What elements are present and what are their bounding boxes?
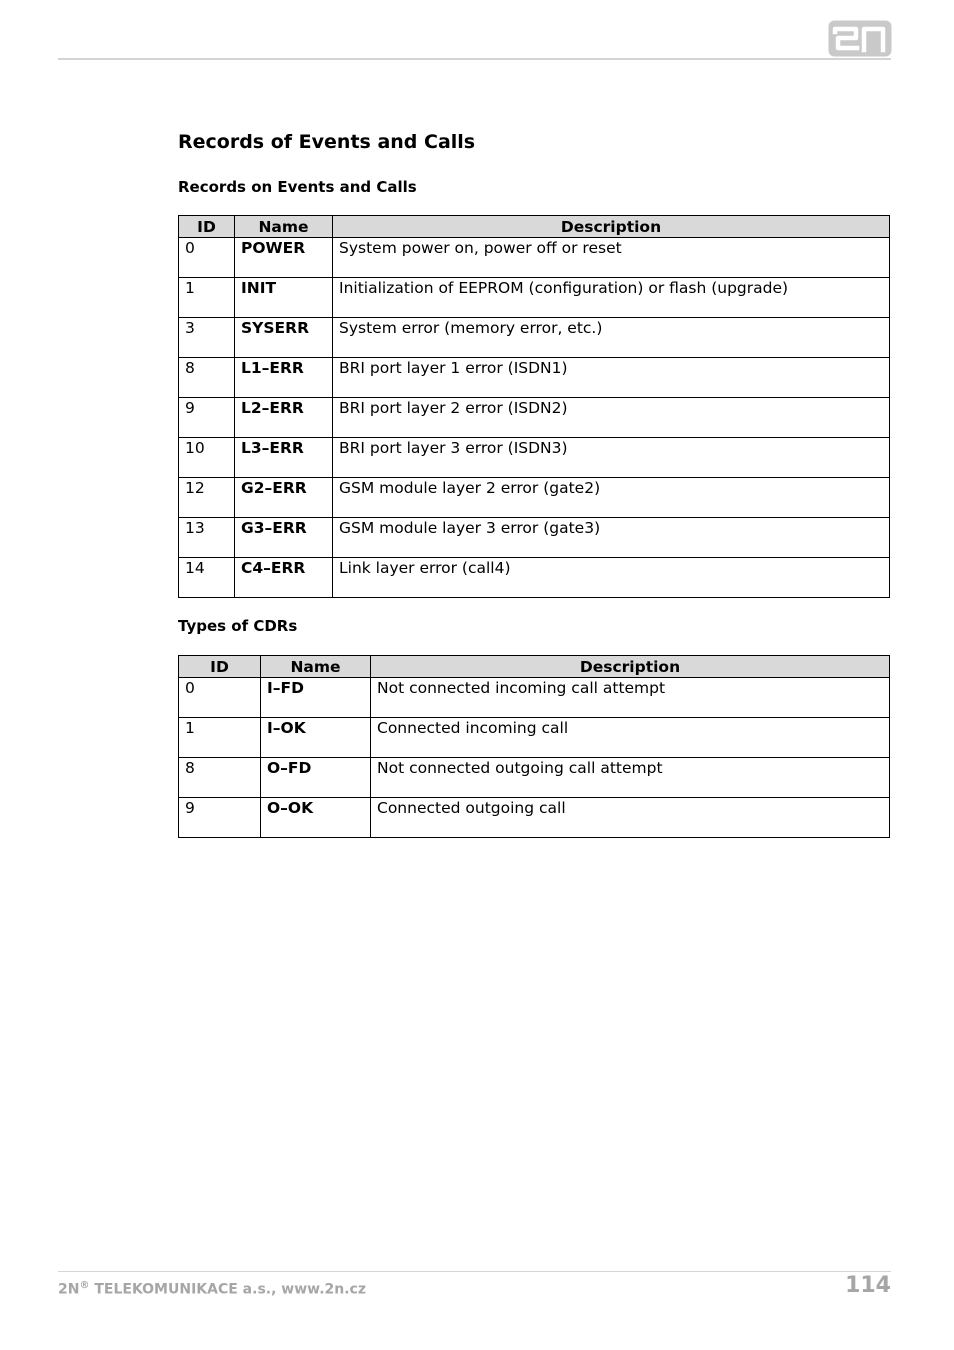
cdr-table-caption: Types of CDRs: [178, 617, 298, 635]
cell-id: 0: [179, 238, 235, 278]
cell-description: BRI port layer 1 error (ISDN1): [333, 358, 890, 398]
cell-id: 0: [179, 678, 261, 718]
cell-id: 8: [179, 758, 261, 798]
table-row: [179, 318, 890, 358]
table-row: [179, 358, 890, 398]
cell-description: Not connected outgoing call attempt: [371, 758, 890, 798]
cell-name: I–OK: [261, 718, 371, 758]
cell-description: Link layer error (call4): [333, 558, 890, 598]
cell-name: G3–ERR: [235, 518, 333, 558]
table-header-row: [179, 656, 890, 678]
registered-mark: ®: [79, 1280, 90, 1291]
cell-name: O–FD: [261, 758, 371, 798]
cell-id: 1: [179, 278, 235, 318]
cell-name: POWER: [235, 238, 333, 278]
footer-company: [58, 1280, 366, 1298]
table-row: [179, 758, 890, 798]
table-row: [179, 678, 890, 718]
cell-name: G2–ERR: [235, 478, 333, 518]
cell-description: Connected outgoing call: [371, 798, 890, 838]
column-header-name: Name: [235, 216, 333, 238]
cell-description: System error (memory error, etc.): [333, 318, 890, 358]
table-row: [179, 798, 890, 838]
cell-description: Not connected incoming call attempt: [371, 678, 890, 718]
column-header-id: ID: [179, 656, 261, 678]
cell-description: GSM module layer 3 error (gate3): [333, 518, 890, 558]
2n-logo: [828, 20, 892, 57]
cell-description: BRI port layer 3 error (ISDN3): [333, 438, 890, 478]
cell-name: SYSERR: [235, 318, 333, 358]
table-row: [179, 238, 890, 278]
footer-company-prefix: 2N: [58, 1281, 80, 1298]
cell-name: I–FD: [261, 678, 371, 718]
column-header-id: ID: [179, 216, 235, 238]
cell-description: Initialization of EEPROM (configuration) or flash (upgrade): [333, 278, 890, 318]
cell-description: System power on, power off or reset: [333, 238, 890, 278]
column-header-description: Description: [371, 656, 890, 678]
events-table-caption: Records on Events and Calls: [178, 178, 417, 196]
footer-company-rest: TELEKOMUNIKACE a.s., www.2n.cz: [89, 1281, 366, 1298]
table-row: [179, 558, 890, 598]
cell-name: L3–ERR: [235, 438, 333, 478]
table-row: [179, 278, 890, 318]
cell-id: 9: [179, 798, 261, 838]
table-row: [179, 478, 890, 518]
cell-description: GSM module layer 2 error (gate2): [333, 478, 890, 518]
cell-id: 1: [179, 718, 261, 758]
table-row: [179, 518, 890, 558]
cell-name: L1–ERR: [235, 358, 333, 398]
events-table: [178, 215, 890, 598]
page-number: 114: [845, 1273, 891, 1298]
footer-rule: [58, 1271, 891, 1272]
table-row: [179, 398, 890, 438]
cell-id: 9: [179, 398, 235, 438]
cell-id: 3: [179, 318, 235, 358]
header-rule: [58, 58, 891, 60]
table-row: [179, 438, 890, 478]
table-header-row: [179, 216, 890, 238]
cell-name: INIT: [235, 278, 333, 318]
column-header-description: Description: [333, 216, 890, 238]
cell-id: 10: [179, 438, 235, 478]
cell-id: 14: [179, 558, 235, 598]
cdr-table: [178, 655, 890, 838]
column-header-name: Name: [261, 656, 371, 678]
cell-name: C4–ERR: [235, 558, 333, 598]
page-title: Records of Events and Calls: [178, 131, 476, 153]
cell-id: 13: [179, 518, 235, 558]
cell-description: BRI port layer 2 error (ISDN2): [333, 398, 890, 438]
table-row: [179, 718, 890, 758]
cell-name: L2–ERR: [235, 398, 333, 438]
cell-name: O–OK: [261, 798, 371, 838]
cell-description: Connected incoming call: [371, 718, 890, 758]
cell-id: 12: [179, 478, 235, 518]
cell-id: 8: [179, 358, 235, 398]
